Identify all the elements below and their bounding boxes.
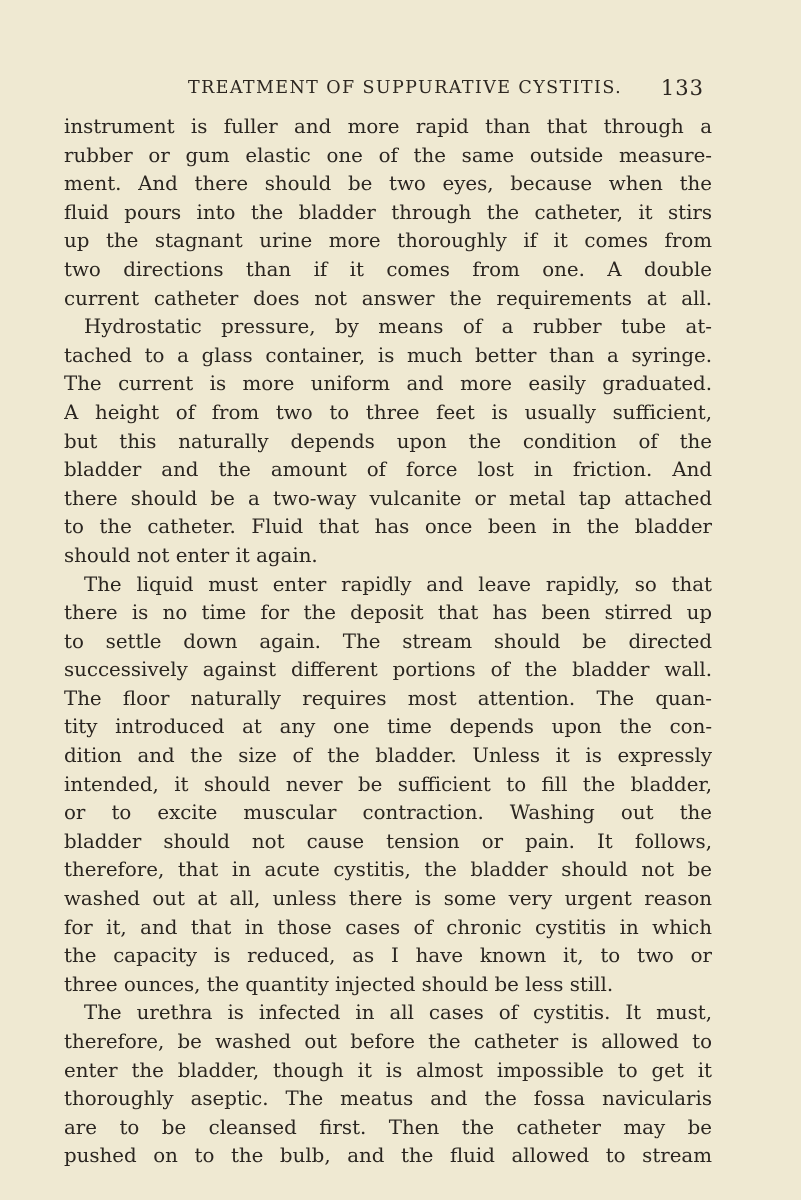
text-line: two directions than if it comes from one. A double	[64, 257, 712, 281]
text-line: instrument is fuller and more rapid than that through a	[64, 115, 712, 138]
text-line: there should be a two-way vulcanite or metal tap attached	[64, 486, 712, 510]
text-line: pushed on to the bulb, and the fluid allowed to stream	[64, 1144, 712, 1168]
text-line: tached to a glass container, is much better than a syringe.	[64, 343, 712, 367]
text-line: thoroughly aseptic. The meatus and the fossa navicularis	[64, 1087, 712, 1111]
text-line: fluid pours into the bladder through the catheter, it stirs	[64, 200, 712, 224]
page-header	[150, 74, 710, 104]
text-line: three ounces, the quantity injected should be less still.	[64, 972, 614, 996]
text-line: the capacity is reduced, as I have known it, to two or	[64, 944, 712, 968]
text-line: therefore, that in acute cystitis, the bladder should not be	[64, 858, 712, 882]
text-line: A height of from two to three feet is usually sufficient,	[64, 400, 712, 424]
text-line: to settle down again. The stream should be directed	[64, 629, 712, 653]
text-line: to the catheter. Fluid that has once been in the bladder	[64, 515, 712, 539]
running-title: TREATMENT OF SUPPURATIVE CYSTITIS.	[188, 78, 623, 98]
text-line: enter the bladder, though it is almost impossible to get it	[64, 1058, 712, 1082]
text-line: The floor naturally requires most attention. The quan-	[64, 686, 712, 710]
text-line: intended, it should never be sufficient to fill the bladder,	[64, 772, 712, 796]
text-line: ment. And there should be two eyes, because when the	[64, 172, 712, 196]
text-line: Hydrostatic pressure, by means of a rubber tube at-	[84, 315, 712, 339]
text-line: or to excite muscular contraction. Washing out the	[64, 801, 712, 825]
text-line: up the stagnant urine more thoroughly if it comes from	[64, 229, 712, 253]
text-line: bladder and the amount of force lost in friction. And	[64, 458, 712, 482]
text-line: The current is more uniform and more easily graduated.	[64, 372, 712, 396]
text-line: dition and the size of the bladder. Unless it is expressly	[64, 744, 712, 768]
text-line: are to be cleansed first. Then the catheter may be	[64, 1115, 712, 1139]
text-line: washed out at all, unless there is some very urgent reason	[64, 887, 712, 911]
text-line: should not enter it again.	[64, 543, 318, 567]
text-line: but this naturally depends upon the condition of the	[64, 429, 712, 453]
text-line: for it, and that in those cases of chronic cystitis in which	[64, 915, 712, 939]
page-number: 133	[660, 76, 704, 100]
text-line: successively against different portions of the bladder wall.	[64, 658, 712, 682]
body-text	[64, 113, 712, 1171]
text-line: rubber or gum elastic one of the same outside measure-	[64, 143, 712, 167]
text-line: therefore, be washed out before the catheter is allowed to	[64, 1030, 712, 1053]
text-line: there is no time for the deposit that has been stirred up	[64, 601, 712, 625]
text-line: The liquid must enter rapidly and leave rapidly, so that	[84, 572, 712, 596]
text-line: tity introduced at any one time depends upon the con-	[64, 715, 712, 739]
text-line: current catheter does not answer the requirements at all.	[64, 286, 712, 310]
text-line: The urethra is infected in all cases of cystitis. It must,	[84, 1001, 712, 1025]
text-line: bladder should not cause tension or pain. It follows,	[64, 829, 712, 853]
